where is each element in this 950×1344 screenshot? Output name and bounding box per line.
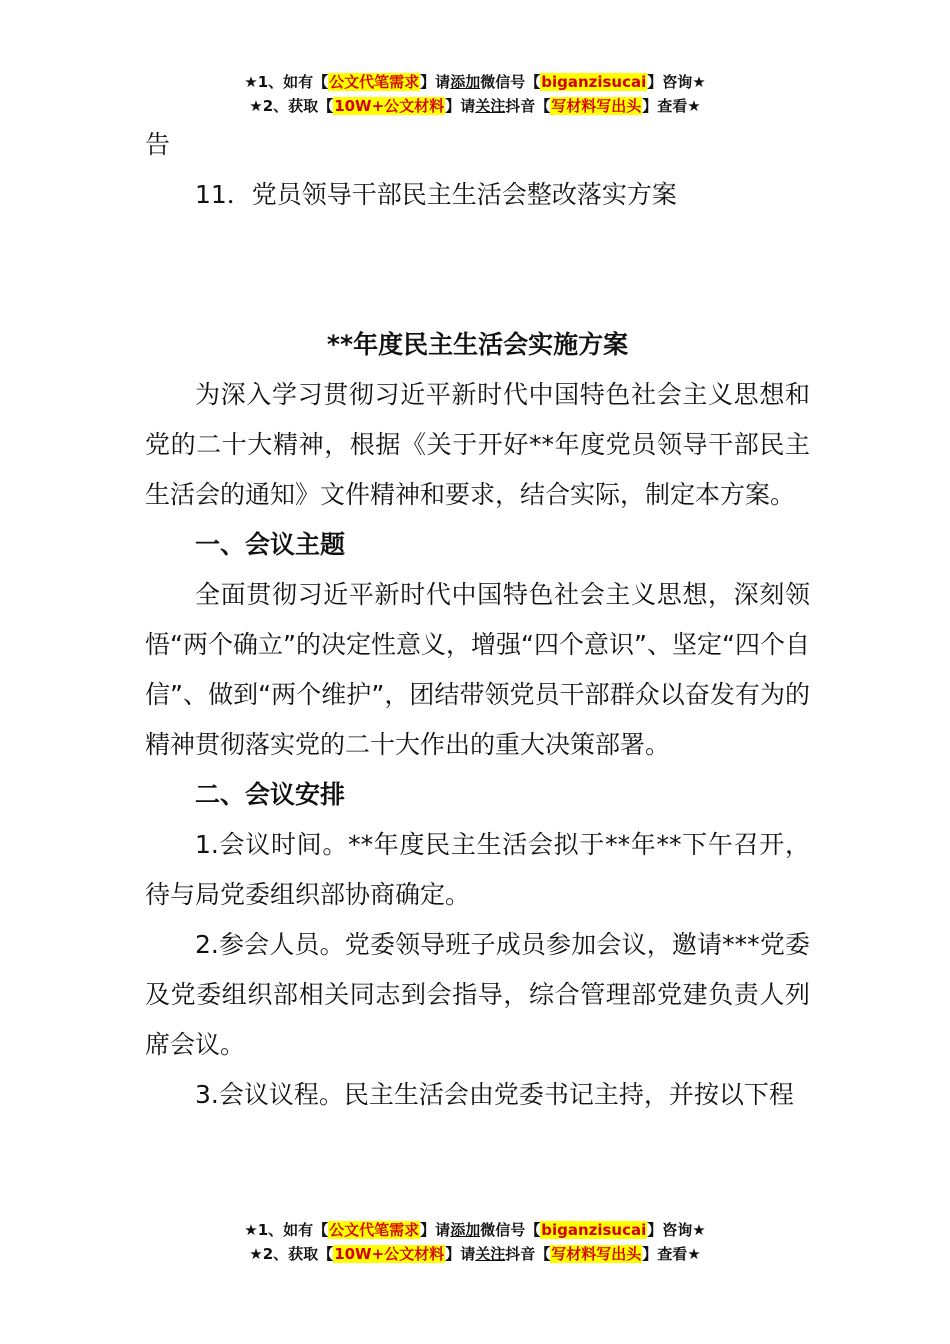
section2-item-3: 3.会议议程。民主生活会由党委书记主持，并按以下程 (195, 1080, 794, 1109)
highlight-materials: 10W+公文材料 (334, 97, 445, 115)
section1-body: 全面贯彻习近平新时代中国特色社会主义思想，深刻领悟“两个确立”的决定性意义，增强“四个意识”、坚定“四个自信”、做到“两个维护”，团结带领党员干部群众以奋发有为的精神贯彻落实党的二十大作出的重大决策部署。 (145, 580, 810, 759)
toc-item: 11．党员领导干部民主生活会整改落实方案 (195, 180, 677, 209)
highlight-douyin: 写材料写出头 (551, 97, 642, 115)
highlight-wechat-id: biganzisucai (541, 1221, 647, 1239)
banner-line-1: ★1、如有【公文代笔需求】请添加微信号【biganzisucai】咨询★ (244, 1221, 706, 1239)
banner-line-1: ★1、如有【公文代笔需求】请添加微信号【biganzisucai】咨询★ (244, 73, 706, 91)
star-icon: ★ (249, 97, 263, 115)
section2-item-1: 1.会议时间。**年度民主生活会拟于**年**下午召开，待与局党委组织部协商确定。 (145, 830, 810, 909)
banner-line-2: ★2、获取【10W+公文材料】请关注抖音【写材料写出头】查看★ (249, 97, 701, 115)
banner-line-2: ★2、获取【10W+公文材料】请关注抖音【写材料写出头】查看★ (249, 1245, 701, 1263)
highlight-service: 公文代笔需求 (329, 1221, 420, 1239)
doc-title: **年度民主生活会实施方案 (326, 330, 629, 359)
star-icon: ★ (249, 1245, 263, 1263)
highlight-wechat-id: biganzisucai (541, 73, 647, 91)
document-main (145, 320, 810, 1120)
document-body (145, 120, 810, 220)
footer-banner (0, 1218, 950, 1266)
highlight-service: 公文代笔需求 (329, 73, 420, 91)
star-icon: ★ (244, 1221, 258, 1239)
page-fragment: 告 (145, 130, 171, 159)
section1-heading: 一、会议主题 (195, 530, 346, 559)
star-icon: ★ (244, 73, 258, 91)
highlight-douyin: 写材料写出头 (551, 1245, 642, 1263)
header-banner (0, 70, 950, 118)
intro-paragraph: 为深入学习贯彻习近平新时代中国特色社会主义思想和党的二十大精神，根据《关于开好**年度党员领导干部民主生活会的通知》文件精神和要求，结合实际，制定本方案。 (145, 380, 810, 509)
section2-heading: 二、会议安排 (195, 780, 346, 809)
highlight-materials: 10W+公文材料 (334, 1245, 445, 1263)
section2-item-2: 2.参会人员。党委领导班子成员参加会议，邀请***党委及党委组织部相关同志到会指导，综合管理部党建负责人列席会议。 (145, 930, 810, 1059)
